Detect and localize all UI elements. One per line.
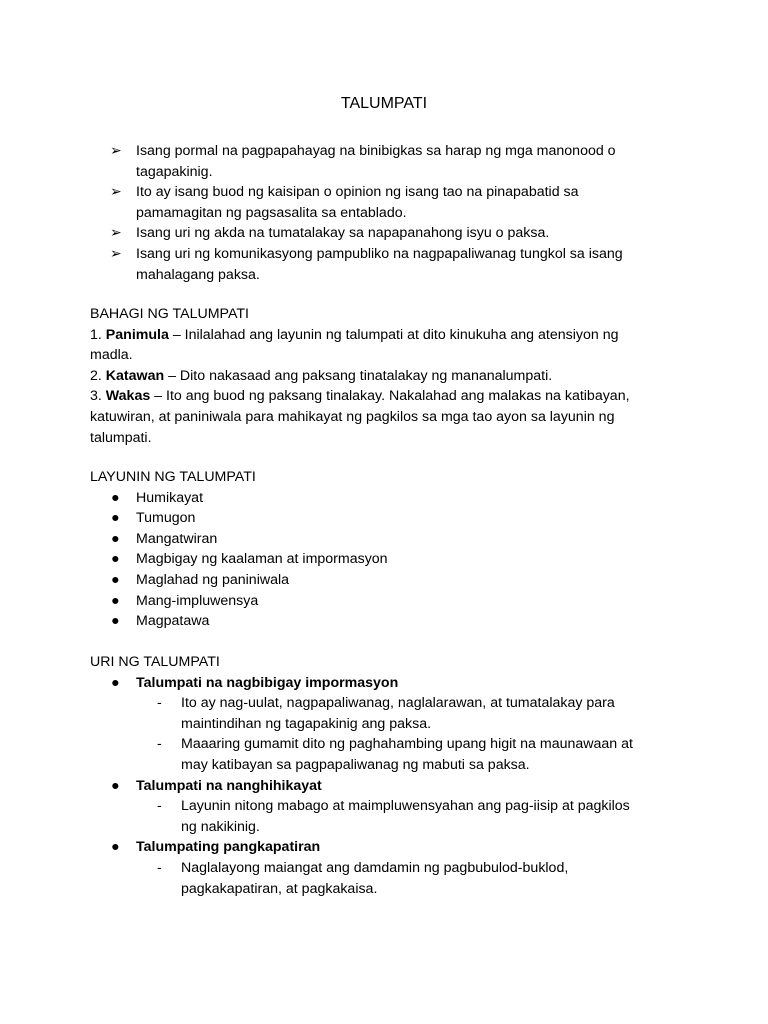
bahagi-term: Wakas xyxy=(105,388,151,405)
layunin-item: ● Magpatawa xyxy=(111,611,690,632)
layunin-item: ● Mang-impluwensya xyxy=(111,591,690,612)
uri-type-name: Talumpati na nanghihikayat xyxy=(136,777,322,794)
intro-item-text: Isang pormal na pagpapahayag na binibigkas sa harap ng mga manonood o tagapakinig. xyxy=(136,143,616,180)
bahagi-item: 3. Wakas – Ito ang buod ng paksang tinalakay. Nakalahad ang malakas na katibayan, katuwiran, at paniniwala para mahikayat ng pagkilos sa mga tao ayon sa layunin ng talumpati. xyxy=(90,388,630,446)
bullet-icon: ● xyxy=(111,551,120,568)
uri-point: - Maaaring gumamit dito ng paghahambing upang higit na maunawaan at may katibayan sa pagpapaliwanag ng mabuti sa paksa. xyxy=(157,736,633,773)
uri-point: - Ito ay nag-uulat, nagpapaliwanag, naglalarawan, at tumatalakay para maintindihan ng tagapakinig ang paksa. xyxy=(157,695,615,732)
intro-item-text: Ito ay isang buod ng kaisipan o opinion ng isang tao na pinapabatid sa pamamagitan ng pagsasalita sa entablado. xyxy=(136,184,579,221)
uri-point: - Naglalayong maiangat ang damdamin ng pagbubulod-buklod, pagkakapatiran, at pagkakaisa. xyxy=(157,859,569,897)
uri-points xyxy=(111,858,690,899)
uri-type-name: Talumpating pangkapatiran xyxy=(136,839,321,856)
bahagi-heading: BAHAGI NG TALUMPATI xyxy=(90,306,249,322)
dash-bullet-icon: - xyxy=(157,695,162,712)
uri-heading: URI NG TALUMPATI xyxy=(90,654,220,670)
uri-points xyxy=(111,796,690,837)
dash-bullet-icon: - xyxy=(157,859,162,876)
bullet-icon: ● xyxy=(111,674,120,691)
intro-item-text: Isang uri ng komunikasyong pampubliko na nagpapaliwanag tungkol sa isang mahalagang paksa. xyxy=(136,245,623,283)
dash-bullet-icon: - xyxy=(157,736,162,753)
bullet-icon: ● xyxy=(111,571,120,588)
layunin-heading: LAYUNIN NG TALUMPATI xyxy=(90,469,256,485)
intro-list xyxy=(110,141,670,285)
document-title: TALUMPATI xyxy=(340,95,428,112)
bullet-icon: ● xyxy=(111,530,120,547)
intro-item xyxy=(110,223,670,244)
layunin-item: ● Magbigay ng kaalaman at impormasyon xyxy=(111,549,690,570)
uri-type xyxy=(111,673,690,694)
layunin-item: ● Tumugon xyxy=(111,508,690,529)
arrow-bullet-icon: ➢ xyxy=(110,225,122,242)
arrow-bullet-icon: ➢ xyxy=(110,245,122,262)
uri-section xyxy=(90,652,690,899)
arrow-bullet-icon: ➢ xyxy=(110,184,122,201)
bullet-icon: ● xyxy=(111,592,120,609)
bullet-icon: ● xyxy=(111,510,120,527)
uri-points xyxy=(111,693,690,775)
bahagi-item: 2. Katawan – Dito nakasaad ang paksang tinatalakay ng mananalumpati. xyxy=(90,367,553,384)
arrow-bullet-icon: ➢ xyxy=(110,143,122,159)
uri-type xyxy=(111,776,690,797)
bahagi-term: Katawan xyxy=(105,367,165,384)
bahagi-section xyxy=(90,304,690,448)
intro-item xyxy=(110,141,670,182)
layunin-item: ● Maglahad ng paniniwala xyxy=(111,570,690,591)
intro-item xyxy=(110,182,670,223)
layunin-item: ● Humikayat xyxy=(111,488,690,509)
bahagi-term: Panimula xyxy=(105,326,169,343)
intro-item xyxy=(110,244,670,285)
layunin-list xyxy=(90,488,690,632)
layunin-section xyxy=(90,467,690,632)
intro-item-text: Isang uri ng akda na tumatalakay sa napapanahong isyu o paksa. xyxy=(136,225,550,242)
dash-bullet-icon: - xyxy=(157,798,162,815)
bullet-icon: ● xyxy=(111,613,120,630)
uri-type xyxy=(111,837,690,858)
bullet-icon: ● xyxy=(111,777,120,794)
bahagi-item: 1. Panimula – Inilalahad ang layunin ng talumpati at dito kinukuha ang atensiyon ng madla. xyxy=(90,326,619,364)
bullet-icon: ● xyxy=(111,839,120,856)
uri-list xyxy=(90,673,690,900)
uri-point: - Layunin nitong mabago at maimpluwensyahan ang pag-iisip at pagkilos ng nakikinig. xyxy=(157,798,630,835)
uri-type-name: Talumpati na nagbibigay impormasyon xyxy=(136,674,399,691)
layunin-item: ● Mangatwiran xyxy=(111,529,690,550)
bullet-icon: ● xyxy=(111,489,120,506)
